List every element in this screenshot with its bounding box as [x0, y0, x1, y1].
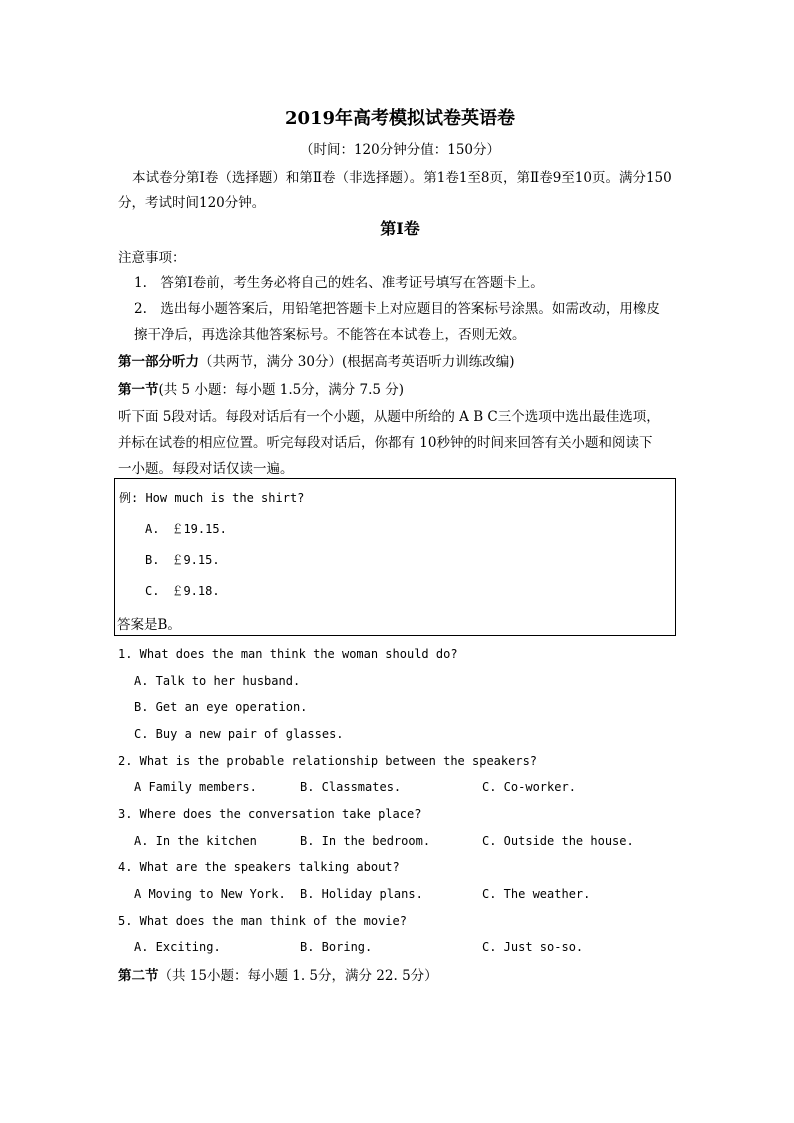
part1-heading-note: （共两节，满分 30分）(根据高考英语听力训练改编) — [199, 354, 515, 370]
question-text: 4. What are the speakers talking about? — [118, 860, 400, 874]
option: C. Buy a new pair of glasses. — [134, 727, 344, 741]
example-option: B. ￡9.15. — [145, 553, 220, 567]
option: A. Exciting. — [134, 940, 221, 954]
part2-heading-note: （共 15小题：每小题 1. 5分，满分 22. 5分） — [158, 968, 438, 984]
option: B. In the bedroom. — [300, 834, 431, 848]
option: C. Just so-so. — [482, 940, 584, 954]
directions-line: 并标在试卷的相应位置。听完每段对话后，你都有 10秒钟的时间来回答有关小题和阅读下 — [118, 435, 653, 451]
option: B. Holiday plans. — [300, 887, 423, 901]
question-text: 2. What is the probable relationship between the speakers? — [118, 754, 538, 768]
option: B. Classmates. — [300, 780, 402, 794]
intro-paragraph: 本试卷分第Ⅰ卷（选择题）和第Ⅱ卷（非选择题）。第1卷1至8页，第Ⅱ卷9至10页。满分150分，考试时间120分钟。 — [118, 170, 672, 211]
notice-item: 2. 选出每小题答案后，用铅笔把答题卡上对应题目的答案标号涂黑。如需改动，用橡皮 — [134, 301, 660, 317]
notice-label: 注意事项： — [118, 250, 186, 266]
option: C. Outside the house. — [482, 834, 634, 848]
option: A. Talk to her husband. — [134, 674, 301, 688]
notice-item: 1. 答第Ⅰ卷前，考生务必将自己的姓名、准考证号填写在答题卡上。 — [134, 275, 544, 291]
question-text: 5. What does the man think of the movie? — [118, 914, 407, 928]
sec1-heading-note: (共 5 小题：每小题 1.5分，满分 7.5 分) — [158, 382, 405, 398]
part1-heading: 第一部分听力 — [118, 354, 199, 370]
page-title: 2019年高考模拟试卷英语卷 — [284, 108, 516, 129]
listening-directions — [118, 404, 682, 482]
option: C. The weather. — [482, 887, 591, 901]
option: C. Co-worker. — [482, 780, 576, 794]
notice-item: 擦干净后，再选涂其他答案标号。不能答在本试卷上，否则无效。 — [134, 327, 526, 343]
part1-heading-line — [118, 350, 682, 370]
sec1-heading: 第一节 — [118, 382, 159, 398]
question-text: 1. What does the man think the woman should do? — [118, 647, 458, 661]
example-answer: 答案是B。 — [117, 617, 181, 633]
sec1-heading-line — [118, 378, 682, 398]
directions-line: 一小题。每段对话仅读一遍。 — [118, 461, 294, 477]
notice-list — [134, 270, 680, 348]
question-text: 3. Where does the conversation take place? — [118, 807, 422, 821]
section-title: 第Ⅰ卷 — [380, 219, 420, 238]
part2-heading-line — [118, 964, 682, 984]
option: B. Get an eye operation. — [134, 700, 308, 714]
example-box — [114, 478, 676, 636]
option: A Moving to New York. — [134, 887, 286, 901]
option: B. Boring. — [300, 940, 373, 954]
directions-line: 听下面 5段对话。每段对话后有一个小题，从题中所给的 A B C三个选项中选出最佳选项， — [118, 409, 660, 425]
option: A. In the kitchen — [134, 834, 257, 848]
part2-heading: 第二节 — [118, 968, 159, 984]
page-subtitle: （时间：120分钟分值：150分） — [299, 142, 501, 158]
option: A Family members. — [134, 780, 257, 794]
example-option: A. ￡19.15. — [145, 522, 227, 536]
example-question: 例: How much is the shirt? — [119, 491, 305, 505]
example-option: C. ￡9.18. — [145, 584, 220, 598]
